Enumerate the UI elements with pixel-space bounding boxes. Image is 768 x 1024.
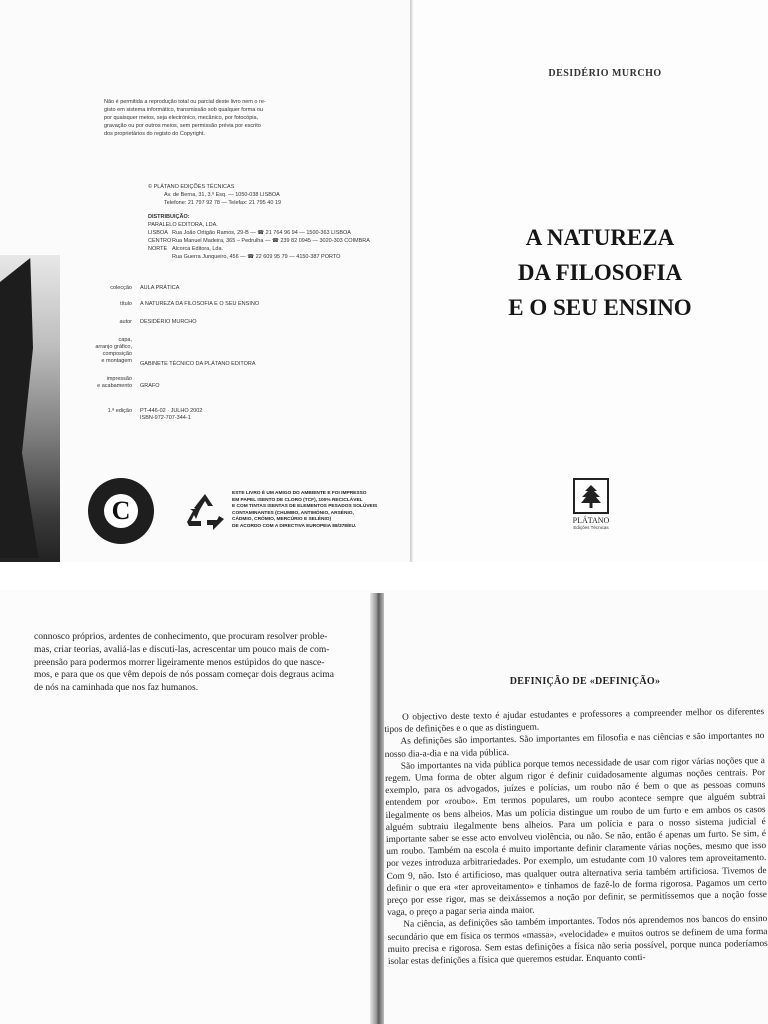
distribution-heading: DISTRIBUIÇÃO: (148, 214, 190, 220)
chapter-title: DEFINIÇÃO DE «DEFINIÇÃO» (509, 676, 661, 687)
notice-line: por quaisquer meios, seja electrónico, mecânico, por fotocópia, (104, 115, 259, 121)
paragraph-line: mos, e para que os que vêm depois de nós possam começar dois degraus acima (34, 670, 334, 681)
publisher-address: Av. de Berna, 31, 3.º Esq. — 1050-038 LISBOA (164, 192, 280, 198)
spec-row-edition: 1.ª edição PT-446-02 · JULHO 2002 ISBN-972-707-344-1 (107, 408, 203, 421)
book-spine-gutter (370, 593, 384, 1024)
closing-paragraph (34, 631, 366, 695)
distribution-row: Rua Guerra Junqueiro, 456 — ☎ 22 609 95 79 — 4150-387 PORTO (172, 254, 341, 260)
chapter-body (384, 706, 768, 968)
title-line: A NATUREZA (525, 225, 675, 250)
copyright-notice (104, 98, 274, 138)
platano-tree-icon (573, 478, 609, 514)
spec-row-collection: colecção AULA PRÁTICA (110, 285, 180, 291)
distribution-row: LISBOA Rua João Ortigão Ramos, 29-B — ☎ 21 764 96 94 — 1500-363 LISBOA (148, 230, 351, 236)
body-paragraph: O objectivo deste texto é ajudar estudantes e professores a compreender melhor os diferentes tipos de definições e o que as distinguem. (384, 707, 765, 736)
notice-line: Não é permitida a reprodução total ou parcial deste livro nem o re- (104, 99, 266, 105)
distribution-row: CENTRO Rua Manuel Madeira, 365 – Pedrulha — ☎ 239 82 0945 — 3020-303 COIMBRA (148, 238, 370, 244)
title-page (410, 0, 768, 562)
eco-statement: ESTE LIVRO É UM AMIGO DO AMBIENTE E FOI IMPRESSO EM PAPEL ISENTO DE CLORO (TCF), 100% RECICLÁVEL E COM TINTAS ISENTAS DE ELEMENTOS PESADOS SOLÚVEIS CONTAMINANTES (CHUMBO, ANTIMÓNIO, ARSÉNIO, CÁDMIO, CRÓMIO, MERCÚRIO E SELÉNIO) DE ACORDO COM A DIRECTIVA EUROPEIA 88/378/EU. (232, 491, 378, 529)
publisher-phone: Telefone: 21 797 92 78 — Telefax: 21 795 40 19 (164, 200, 282, 206)
publisher-logo-name: PLÁTANO (572, 516, 610, 525)
publisher-logo-subtitle: Edições Técnicas (573, 525, 609, 530)
spec-row-author: autor DESIDÉRIO MURCHO (119, 319, 197, 325)
copyleft-logo-icon (88, 478, 154, 544)
page-gap (0, 562, 768, 590)
notice-line: dos proprietários do registo do Copyright. (104, 131, 205, 137)
author-name: DESIDÉRIO MURCHO (548, 68, 662, 79)
body-paragraph: As definições são importantes. São importantes em filosofia e nas ciências e são importantes no nosso dia-a-dia e na vida pública. (384, 731, 765, 760)
recycle-icon (183, 492, 227, 532)
copyleft-logo-letter: C (104, 494, 138, 528)
paragraph-line: preensão para podermos morrer ligeiramente menos estúpidos do que nasce- (34, 657, 325, 668)
spec-row-printing: impressão e acabamento GRAFO (97, 376, 160, 389)
copyright-page (0, 0, 410, 562)
distribution-row: NORTE Alcorca Editora, Lda. (148, 246, 224, 252)
distributor-name: PARALELO EDITORA, LDA. (148, 222, 218, 228)
publisher-name: © PLÁTANO EDIÇÕES TÉCNICAS (148, 184, 235, 190)
spec-row-cover: capa, arranjo gráfico, composição e montagem GABINETE TÉCNICO DA PLÁTANO EDITORA (95, 337, 256, 367)
publisher-info (148, 183, 388, 261)
spec-row-title: título A NATUREZA DA FILOSOFIA E O SEU ENSINO (120, 301, 260, 307)
book-title (470, 220, 730, 325)
title-line: DA FILOSOFIA (517, 260, 683, 285)
paragraph-line: mas, criar teorias, avaliá-las e discuti-las, acrescentar um pouco mais de com- (34, 644, 330, 655)
paragraph-line: de nós na caminhada que nos faz humanos. (34, 683, 199, 694)
body-paragraph: São importantes na vida pública porque temos necessidade de usar com rigor várias noções que a regem. Uma forma de obter algum rigor é definir cuidadosamente algumas noções centrais. Por exemplo, para os advogados, juízes e polícias, um roubo não é bem o que as pessoas comuns entendem por «roubo». Em termos populares, um roubo acontece sempre que alguém subtrai ilegalmente os bens alheios. Mas um polícia distingue um roubo de um furto e em ambos os casos alguém subtraiu ilegalmente bens alheios. Para um polícia e para o nosso sistema judicial é importante saber se esse acto envolveu violência, ou não. Se não, então é apenas um furto. Se sim, é um roubo. Também na escola é muito importante definir claramente várias noções, mesmo que isso por vezes introduza arbitrariedades. Por exemplo, um estudante com 10 valores tem aproveitamento. Com 9, não. Isto é artificioso, mas qualquer outra alternativa seria também artificiosa. Tivemos de definir o que era «ter aproveitamento» e tínhamos de fazê-lo de forma rigorosa. Pagamos um certo preço por esse rigor, mas se deixássemos a noção por definir, se permitíssemos que a noção fosse vaga, o preço a pagar seria ainda maior. (384, 755, 768, 919)
title-line: E O SEU ENSINO (508, 295, 692, 320)
notice-line: gisto em sistema informático, transmissão sob qualquer forma ou (104, 107, 263, 113)
notice-line: gravação ou por outros meios, sem permissão prévia por escrito (104, 123, 261, 129)
body-paragraph: Na ciência, as definições são também importantes. Todos nós aprendemos nos bancos do ensino secundário que em física os termos «massa», «velocidade» e muitos outros se definem de uma forma muito precisa e rigorosa. Sem estas definições a física não seria possível, porque nunca poderíamos isolar estas definições a física que queremos estudar. Enquanto conti- (387, 914, 768, 968)
paragraph-line: connosco próprios, ardentes de conhecimento, que procuram resolver proble- (34, 632, 328, 642)
